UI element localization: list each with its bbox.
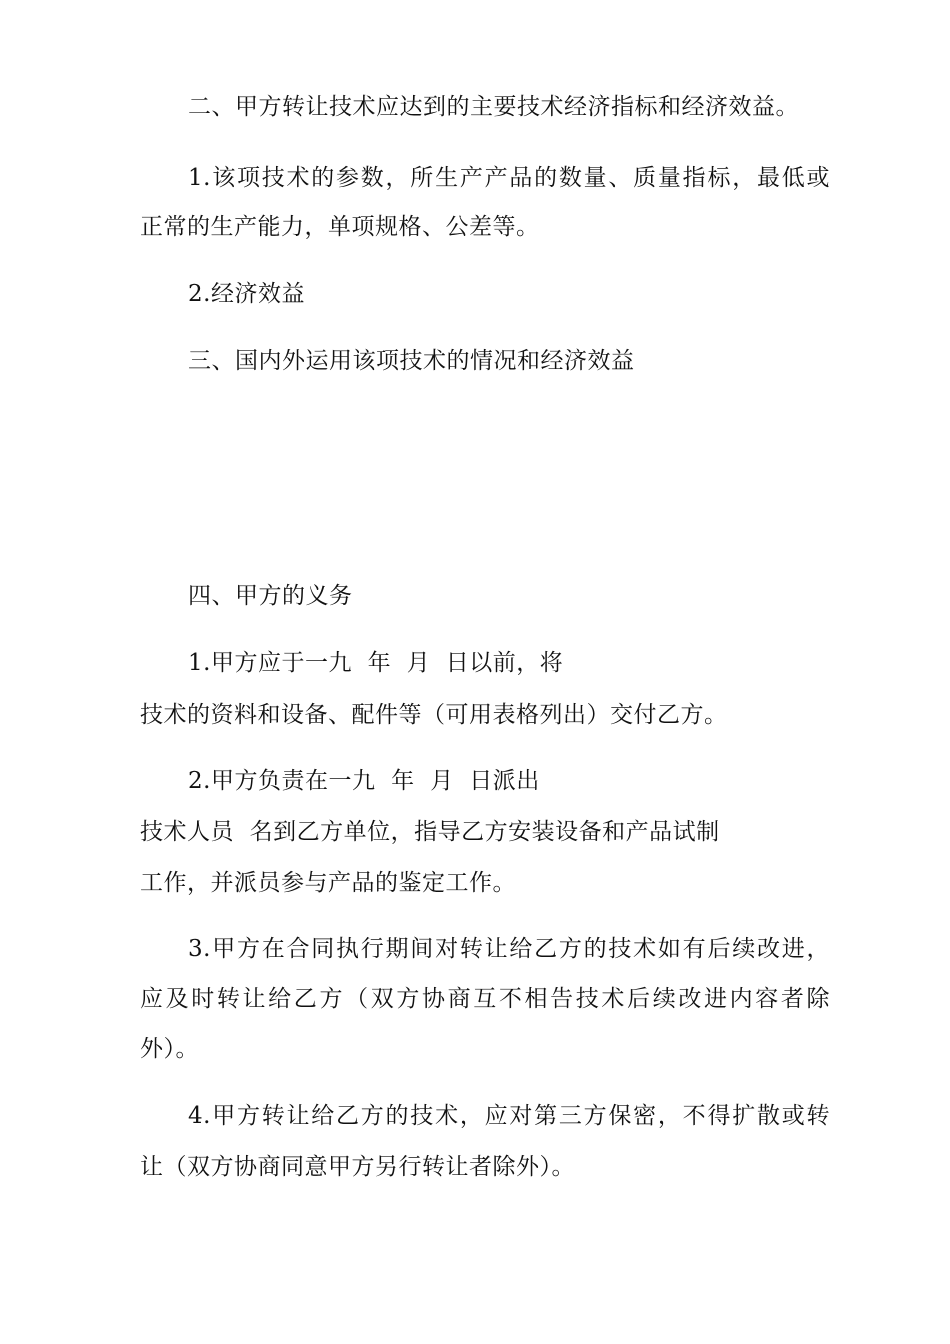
item-4-2-line-2: 技术人员 名到乙方单位，指导乙方安装设备和产品试制 (140, 819, 720, 845)
item-2-1-line-2: 正常的生产能力，单项规格、公差等。 (140, 214, 540, 240)
item-4-3-line-2: 应及时转让给乙方（双方协商互不相告技术后续改进内容者除 (140, 986, 830, 1012)
section-3-heading: 三、国内外运用该项技术的情况和经济效益 (188, 348, 635, 374)
item-2-1-line-1: 1.该项技术的参数，所生产产品的数量、质量指标，最低或 (188, 165, 830, 191)
item-4-3-line-1: 3.甲方在合同执行期间对转让给乙方的技术如有后续改进， (188, 936, 830, 962)
item-4-2-line-1: 2.甲方负责在一九 年 月 日派出 (188, 768, 540, 794)
item-4-4-line-2: 让（双方协商同意甲方另行转让者除外）。 (140, 1154, 575, 1180)
item-4-1-line-2: 技术的资料和设备、配件等（可用表格列出）交付乙方。 (140, 702, 728, 728)
item-4-1-line-1: 1.甲方应于一九 年 月 日以前，将 (188, 650, 564, 676)
item-4-3-line-3: 外）。 (140, 1036, 199, 1062)
section-2-heading: 二、甲方转让技术应达到的主要技术经济指标和经济效益。 (188, 94, 799, 120)
item-4-2-line-3: 工作，并派员参与产品的鉴定工作。 (140, 870, 516, 896)
item-2-2: 2.经济效益 (188, 281, 305, 307)
section-4-heading: 四、甲方的义务 (188, 583, 353, 609)
item-4-4-line-1: 4.甲方转让给乙方的技术，应对第三方保密，不得扩散或转 (188, 1103, 830, 1129)
